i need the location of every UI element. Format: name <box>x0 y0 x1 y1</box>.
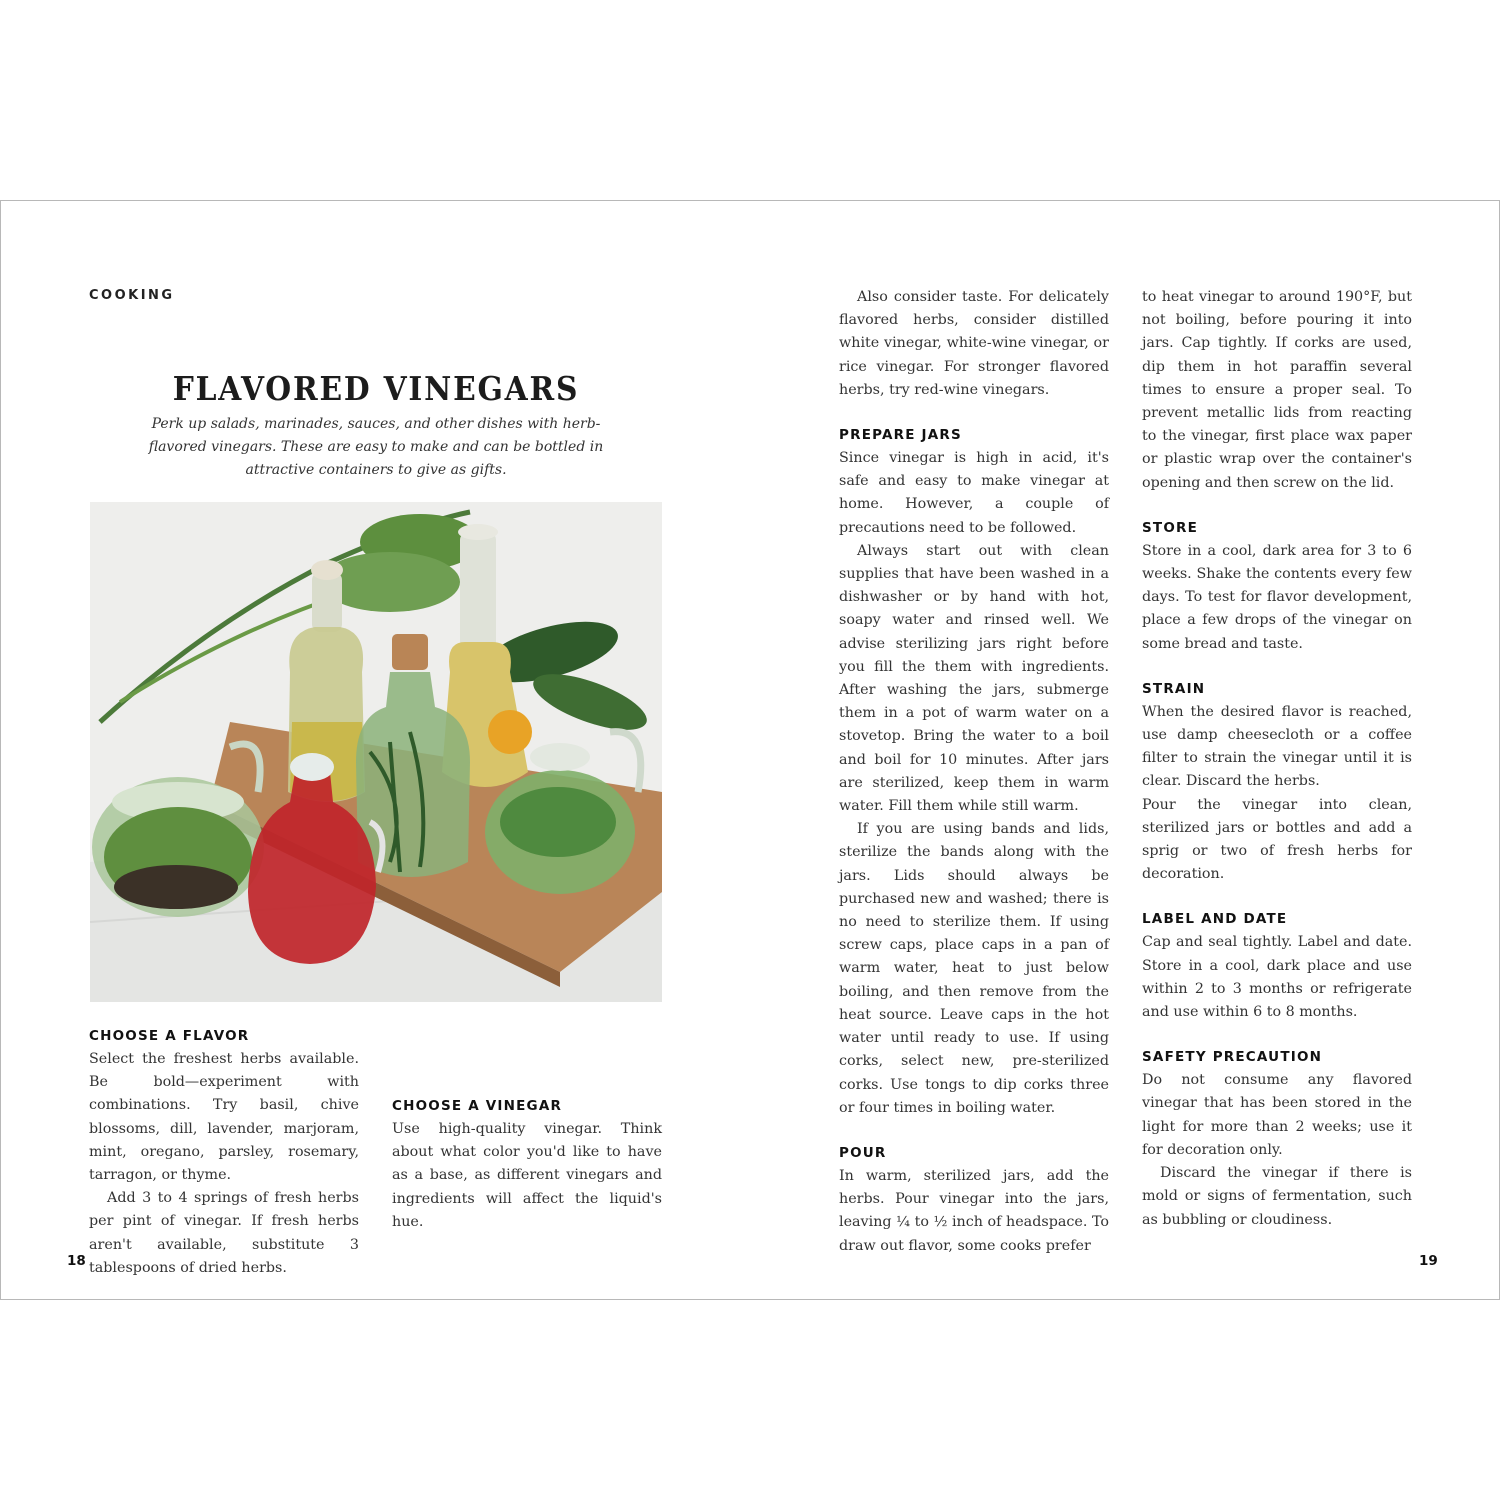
page-title: FLAVORED VINEGARS <box>172 369 580 408</box>
prepare-jars-heading: PREPARE JARS <box>839 427 962 444</box>
column-2 <box>392 1095 662 1234</box>
choose-vinegar-text: Use high-quality vinegar. Think about what color you'd like to have as a base, as different vinegars and ingredients will affect the liquid's hue. <box>392 1121 662 1230</box>
section-tag: COOKING <box>89 288 175 303</box>
choose-flavor-heading: CHOOSE A FLAVOR <box>89 1028 250 1044</box>
strain-text-2: Pour the vinegar into clean, sterilized jars or bottles and add a sprig or two of fresh herbs for decoration. <box>1142 796 1412 883</box>
store-text: Store in a cool, dark area for 3 to 6 weeks. Shake the contents every few days. To test for flavor development, place a few drops of the vinegar on some bread and taste. <box>1142 542 1412 652</box>
book-spread <box>0 200 1500 1300</box>
page-number-right: 19 <box>1419 1253 1438 1269</box>
page-number-left: 18 <box>67 1253 86 1269</box>
choose-flavor-text-2: Add 3 to 4 springs of fresh herbs per pint of vinegar. If fresh herbs aren't available, substitute 3 tablespoons of dried herbs. <box>89 1190 359 1276</box>
prepare-jars-text-2: Always start out with clean supplies that have been washed in a dishwasher or by hand with hot, soapy water and rinsed well. We advise sterilizing jars right before you fill the them with ingredients. After washing the jars, submerge them in a pot of warm water on a stovetop. Bring the water to a boil and boil for 10 minutes. After jars are sterilized, keep them in warm water. Fill them while still warm. <box>839 542 1109 815</box>
vinegar-bottles-photo <box>90 502 662 1002</box>
label-date-heading: LABEL AND DATE <box>1142 911 1288 928</box>
safety-text-2: Discard the vinegar if there is mold or signs of fermentation, such as bubbling or cloudiness. <box>1142 1165 1412 1228</box>
pour-text: In warm, sterilized jars, add the herbs. Pour vinegar into the jars, leaving ¼ to ½ inch of headspace. To draw out flavor, some cooks prefer <box>839 1167 1109 1254</box>
column-4 <box>1142 286 1412 1232</box>
column-3 <box>839 286 1109 1258</box>
label-date-text: Cap and seal tightly. Label and date. Store in a cool, dark place and use within 2 to 3 months or refrigerate and use within 6 to 8 months. <box>1142 934 1412 1021</box>
strain-text: When the desired flavor is reached, use damp cheesecloth or a coffee filter to strain the vinegar until it is clear. Discard the herbs. <box>1142 703 1412 790</box>
strain-heading: STRAIN <box>1142 680 1206 697</box>
prepare-jars-text: Since vinegar is high in acid, it's safe and easy to make vinegar at home. However, a couple of precautions need to be followed. <box>839 450 1109 536</box>
store-heading: STORE <box>1142 519 1199 536</box>
choose-vinegar-text-2: Also consider taste. For delicately flavored herbs, consider distilled white vinegar, white-wine vinegar, or rice vinegar. For stronger flavored herbs, try red-wine vinegars. <box>839 289 1109 398</box>
prepare-jars-text-3: If you are using bands and lids, sterilize the bands along with the jars. Lids should always be purchased new and washed; there is no need to sterilize them. If using screw caps, place caps in a pan of warm water, heat to just below boiling, and then remove from the heat source. Leave caps in the hot water until ready to use. If using corks, select new, pre-sterilized corks. Use tongs to dip corks three or four times in boiling water. <box>839 821 1109 1116</box>
intro-text: Perk up salads, marinades, sauces, and other dishes with herb-flavored vinegars. These are easy to make and can be bottled in attractive containers to give as gifts. <box>148 416 604 478</box>
choose-vinegar-heading: CHOOSE A VINEGAR <box>392 1098 563 1114</box>
safety-text: Do not consume any flavored vinegar that has been stored in the light for more than 2 weeks; use it for decoration only. <box>1142 1072 1412 1158</box>
pour-text-continued: to heat vinegar to around 190°F, but not boiling, before pouring it into jars. Cap tightly. If corks are used, dip them in hot paraffin several times to ensure a proper seal. To prevent metallic lids from reacting to the vinegar, first place wax paper or plastic wrap over the container's opening and then screw on the lid. <box>1142 289 1412 491</box>
safety-heading: SAFETY PRECAUTION <box>1142 1049 1323 1066</box>
column-1 <box>89 1025 359 1280</box>
pour-heading: POUR <box>839 1144 887 1161</box>
choose-flavor-text: Select the freshest herbs available. Be bold—experiment with combinations. Try basil, chive blossoms, dill, lavender, marjoram, mint, oregano, parsley, rosemary, tarragon, or thyme. <box>89 1051 359 1184</box>
